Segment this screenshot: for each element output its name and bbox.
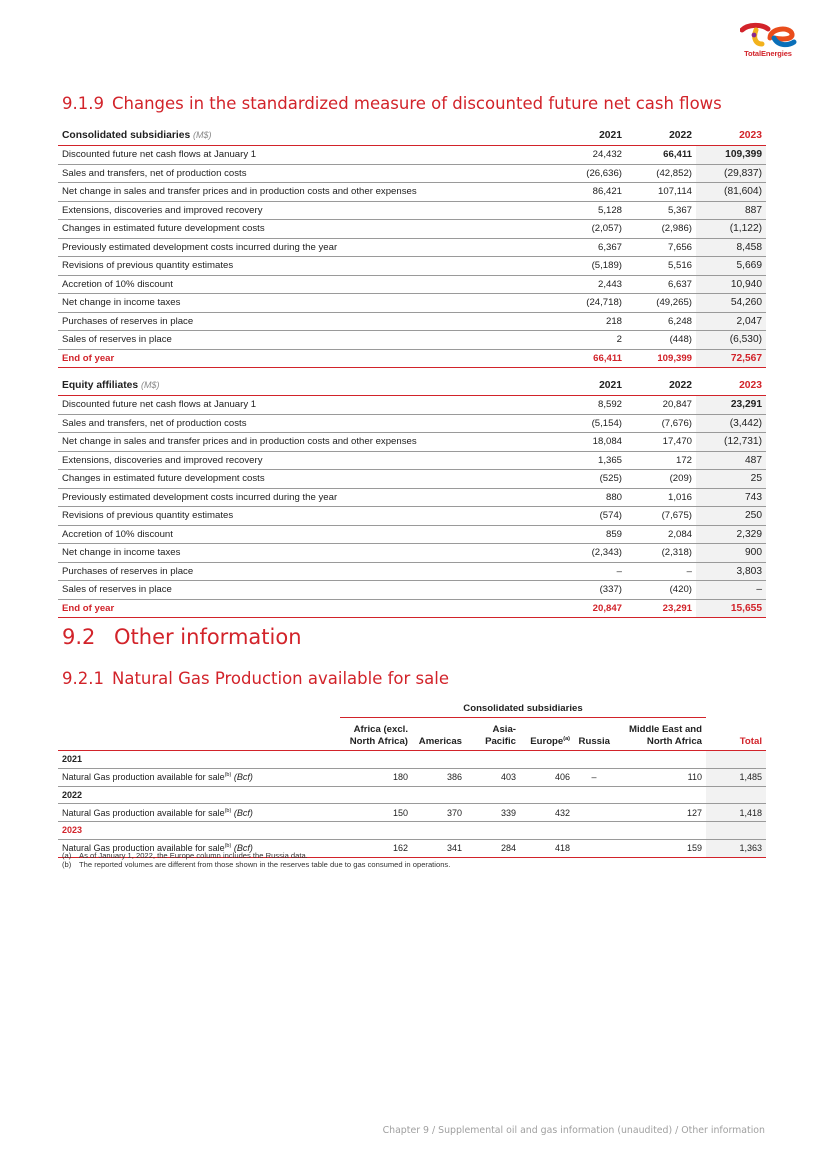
logo-wordmark: TotalEnergies <box>744 49 792 58</box>
cell-2022: 6,637 <box>667 278 692 290</box>
table-row <box>58 562 766 581</box>
total-row <box>58 599 766 618</box>
natural-gas-production-table <box>58 700 766 858</box>
total-2021: 66,411 <box>593 352 622 364</box>
row-unit: (Bcf) <box>233 843 253 853</box>
empty-cell <box>58 700 340 718</box>
cell-2021: (337) <box>599 584 622 595</box>
table-row <box>58 414 766 433</box>
cell-2023: 5,669 <box>696 257 766 276</box>
year-row-2022 <box>58 786 766 804</box>
section-number: 9.2 <box>62 625 96 649</box>
row-unit: (Bcf) <box>233 772 253 782</box>
row-label-text: Natural Gas production available for sale <box>62 843 225 853</box>
footnote-ref-a: (a) <box>563 735 570 742</box>
table-title-cell <box>58 377 554 396</box>
cell-europe: 432 <box>520 804 574 822</box>
cell-2023: (1,122) <box>696 220 766 239</box>
footnotes <box>62 851 450 870</box>
year-2021-header: 2021 <box>599 130 622 142</box>
row-label-text: Natural Gas production available for sale <box>62 807 225 818</box>
cell-africa: 180 <box>340 768 412 786</box>
row-label: Previously estimated development costs incurred during the year <box>62 491 338 503</box>
cell-2022: 2,084 <box>667 528 692 540</box>
cell-total: 1,485 <box>706 768 766 786</box>
table-row <box>58 507 766 526</box>
cell-2021: 86,421 <box>592 186 622 197</box>
cell-russia: – <box>574 768 614 786</box>
group-header-row <box>58 700 766 718</box>
table-row <box>58 451 766 470</box>
cell-2023: 3,803 <box>696 562 766 581</box>
section-heading-9-2 <box>62 625 302 649</box>
col-africa <box>340 718 412 751</box>
table-header-row <box>58 127 766 146</box>
table-row <box>58 470 766 489</box>
row-label: Purchases of reserves in place <box>62 315 194 327</box>
col-europe <box>520 718 574 751</box>
equity-affiliates-table <box>58 377 766 618</box>
cell-asia: 339 <box>466 804 520 822</box>
section-number: 9.2.1 <box>62 669 104 688</box>
row-label: Previously estimated development costs incurred during the year <box>62 241 338 253</box>
cell-europe: 406 <box>520 768 574 786</box>
cell-2022: 5,367 <box>667 204 692 216</box>
cell-2022: (2,318) <box>661 547 692 558</box>
row-label: Changes in estimated future development costs <box>62 223 265 234</box>
cell-2021: 1,365 <box>597 454 622 466</box>
table-unit: (M$) <box>193 130 212 141</box>
row-label: Changes in estimated future development costs <box>62 473 265 484</box>
cell-2022: (2,986) <box>661 223 692 234</box>
row-label: Sales and transfers, net of production costs <box>62 167 247 179</box>
table-row <box>58 164 766 183</box>
footnote-ref-b: (b) <box>224 807 232 814</box>
table-row <box>58 331 766 350</box>
cell-americas: 341 <box>412 839 466 857</box>
cell-2023: 8,458 <box>696 238 766 257</box>
cell-asia: 403 <box>466 768 520 786</box>
row-unit: (Bcf) <box>233 807 253 818</box>
cell-2023: (3,442) <box>696 414 766 433</box>
row-label: Discounted future net cash flows at January 1 <box>62 399 257 410</box>
row-label: Extensions, discoveries and improved recovery <box>62 204 263 216</box>
cell-2021: 218 <box>605 315 622 327</box>
cell-2023: (29,837) <box>696 164 766 183</box>
table-row <box>58 581 766 600</box>
cell-2022: 5,516 <box>667 260 692 271</box>
cell-2021: 18,084 <box>592 436 622 447</box>
section-title: Changes in the standardized measure of discounted future net cash flows <box>112 94 722 113</box>
cell-2023: 250 <box>696 507 766 526</box>
cell-2022: 66,411 <box>663 149 692 160</box>
cell-2022: (420) <box>669 584 692 595</box>
table-row <box>58 396 766 415</box>
cell-2023: (81,604) <box>696 183 766 202</box>
table-unit: (M$) <box>140 380 160 391</box>
cell-2021: (2,057) <box>591 223 622 234</box>
row-label: Net change in income taxes <box>62 547 181 558</box>
cell-2021: 5,128 <box>597 204 622 216</box>
consolidated-subsidiaries-table <box>58 127 766 368</box>
row-label: Discounted future net cash flows at January 1 <box>62 149 257 160</box>
row-label: Sales and transfers, net of production costs <box>62 417 247 429</box>
cell-2023: 887 <box>696 201 766 220</box>
col-asia-line1: Asia- <box>492 724 516 735</box>
cell-2023: 10,940 <box>696 275 766 294</box>
total-2023: 15,655 <box>696 599 766 618</box>
cell-2023: (12,731) <box>696 433 766 452</box>
cell-2021: 880 <box>605 491 622 503</box>
year-row-2023 <box>58 822 766 840</box>
cell-2022: (209) <box>669 473 692 484</box>
table-row <box>58 294 766 313</box>
total-2022: 109,399 <box>657 352 692 364</box>
table-row <box>58 220 766 239</box>
year-label: 2023 <box>58 822 340 840</box>
totalenergies-logo <box>736 22 800 68</box>
cell-mideast: 127 <box>614 804 706 822</box>
consolidated-subsidiaries-header: Consolidated subsidiaries <box>340 700 706 718</box>
cell-2021: 2,443 <box>597 278 622 290</box>
section-title: Natural Gas Production available for sale <box>112 669 449 688</box>
cell-2021: 6,367 <box>597 241 622 253</box>
cell-2023: 23,291 <box>696 396 766 415</box>
cell-russia <box>574 839 614 857</box>
col-asia-pacific <box>466 718 520 751</box>
table-row <box>58 238 766 257</box>
table-row <box>58 183 766 202</box>
total-2023: 72,567 <box>696 349 766 368</box>
cell-europe: 418 <box>520 839 574 857</box>
footnote-ref-b: (b) <box>224 772 232 778</box>
cell-2021: 24,432 <box>592 149 622 160</box>
cell-2021: 8,592 <box>597 399 622 410</box>
year-label: 2022 <box>58 786 340 804</box>
row-label: Sales of reserves in place <box>62 334 172 345</box>
section-number: 9.1.9 <box>62 94 104 113</box>
cell-2022: 1,016 <box>667 491 692 503</box>
cell-mideast: 110 <box>614 768 706 786</box>
cell-2021: – <box>616 565 622 577</box>
cell-2022: (7,675) <box>661 510 692 521</box>
section-title: Other information <box>114 625 302 649</box>
cell-2023: 487 <box>696 451 766 470</box>
cell-2023: (6,530) <box>696 331 766 350</box>
cell-2021: 859 <box>605 528 622 540</box>
footnote-a <box>62 851 450 860</box>
row-label <box>58 768 340 786</box>
page-footer: Chapter 9 / Supplemental oil and gas information (unaudited) / Other information <box>382 1125 765 1136</box>
footnote-ref-b: (b) <box>224 843 232 849</box>
total-label: End of year <box>62 602 115 614</box>
empty-cell <box>58 718 340 751</box>
empty-cell <box>706 700 766 718</box>
table-row <box>58 257 766 276</box>
row-label: Net change in sales and transfer prices and in production costs and other expenses <box>62 186 417 197</box>
cell-2021: (24,718) <box>586 297 622 308</box>
cell-2022: (7,676) <box>661 417 692 429</box>
col-total: Total <box>706 718 766 751</box>
cell-2023: 25 <box>696 470 766 489</box>
cell-americas: 386 <box>412 768 466 786</box>
row-label: Purchases of reserves in place <box>62 565 194 577</box>
col-mideast-line2: North Africa <box>646 736 702 747</box>
cell-2022: (49,265) <box>656 297 692 308</box>
year-2023-header: 2023 <box>696 127 766 146</box>
table-row <box>58 312 766 331</box>
row-label: Accretion of 10% discount <box>62 278 173 290</box>
total-2021: 20,847 <box>592 602 622 614</box>
col-middle-east <box>614 718 706 751</box>
cell-total: 1,418 <box>706 804 766 822</box>
col-americas: Americas <box>412 718 466 751</box>
cell-2023: – <box>696 581 766 600</box>
footnote-b <box>62 860 450 869</box>
section-heading-9-1-9 <box>62 94 722 113</box>
total-2022: 23,291 <box>662 602 692 614</box>
table-row <box>58 275 766 294</box>
cell-2021: (574) <box>599 510 622 521</box>
total-row <box>58 349 766 368</box>
cell-2021: (2,343) <box>591 547 622 558</box>
table-row <box>58 544 766 563</box>
table-row <box>58 804 766 822</box>
cell-total: 1,363 <box>706 839 766 857</box>
column-header-row <box>58 718 766 751</box>
col-russia: Russia <box>574 718 614 751</box>
cell-asia: 284 <box>466 839 520 857</box>
cell-americas: 370 <box>412 804 466 822</box>
section-heading-9-2-1 <box>62 669 449 688</box>
footnote-text: As of January 1, 2022, the Europe column includes the Russia data. <box>79 851 308 860</box>
table-title: Equity affiliates <box>62 380 139 392</box>
table-row <box>58 146 766 165</box>
cell-2021: (26,636) <box>586 167 622 179</box>
cell-2021: 2 <box>616 334 622 345</box>
cell-2022: (448) <box>669 334 692 345</box>
cell-2021: (525) <box>599 473 622 484</box>
cell-mideast: 159 <box>614 839 706 857</box>
cell-2023: 900 <box>696 544 766 563</box>
cell-2023: 743 <box>696 488 766 507</box>
year-2021-header: 2021 <box>599 380 622 392</box>
total-label: End of year <box>62 352 115 364</box>
col-asia-line2: Pacific <box>485 736 516 747</box>
col-africa-line1: Africa (excl. <box>353 724 408 735</box>
row-label-text: Natural Gas production available for sale <box>62 772 225 782</box>
year-label: 2021 <box>58 751 340 769</box>
row-label: Extensions, discoveries and improved recovery <box>62 454 263 466</box>
row-label <box>58 804 340 822</box>
cell-2022: 17,470 <box>662 436 692 447</box>
cell-africa: 162 <box>340 839 412 857</box>
cell-russia <box>574 804 614 822</box>
table-row <box>58 201 766 220</box>
table-row <box>58 525 766 544</box>
year-2022-header: 2022 <box>669 130 692 142</box>
table-title: Consolidated subsidiaries <box>62 130 191 142</box>
row-label: Revisions of previous quantity estimates <box>62 510 234 521</box>
year-2023-header: 2023 <box>696 377 766 396</box>
col-africa-line2: North Africa) <box>349 736 408 747</box>
table-header-row <box>58 377 766 396</box>
cell-2022: – <box>686 565 692 577</box>
cell-2023: 2,329 <box>696 525 766 544</box>
cell-2022: 6,248 <box>667 315 692 327</box>
cell-2023: 109,399 <box>696 146 766 165</box>
row-label: Accretion of 10% discount <box>62 528 173 540</box>
cell-2021: (5,189) <box>591 260 622 271</box>
footnote-text: The reported volumes are different from those shown in the reserves table due to gas consumed in operations. <box>79 860 451 870</box>
row-label: Sales of reserves in place <box>62 584 172 595</box>
cell-2022: 20,847 <box>662 399 692 410</box>
table-row <box>58 433 766 452</box>
col-mideast-line1: Middle East and <box>628 724 702 735</box>
logo-mark <box>740 22 798 48</box>
cell-2023: 54,260 <box>696 294 766 313</box>
cell-2022: 172 <box>675 454 692 466</box>
cell-2022: 107,114 <box>658 186 692 197</box>
footnote-label: (b) <box>62 860 72 870</box>
cell-2022: 7,656 <box>667 241 692 253</box>
year-row-2021 <box>58 751 766 769</box>
table-row <box>58 488 766 507</box>
table-row <box>58 768 766 786</box>
row-label: Net change in sales and transfer prices and in production costs and other expenses <box>62 436 417 447</box>
cell-2022: (42,852) <box>656 167 692 179</box>
cell-2023: 2,047 <box>696 312 766 331</box>
row-label: Net change in income taxes <box>62 297 181 308</box>
cell-africa: 150 <box>340 804 412 822</box>
table-title-cell <box>58 127 554 146</box>
year-2022-header: 2022 <box>669 380 692 392</box>
row-label: Revisions of previous quantity estimates <box>62 260 234 271</box>
cell-2021: (5,154) <box>591 417 622 429</box>
footnote-label: (a) <box>62 851 72 860</box>
col-europe-label: Europe <box>530 736 564 747</box>
